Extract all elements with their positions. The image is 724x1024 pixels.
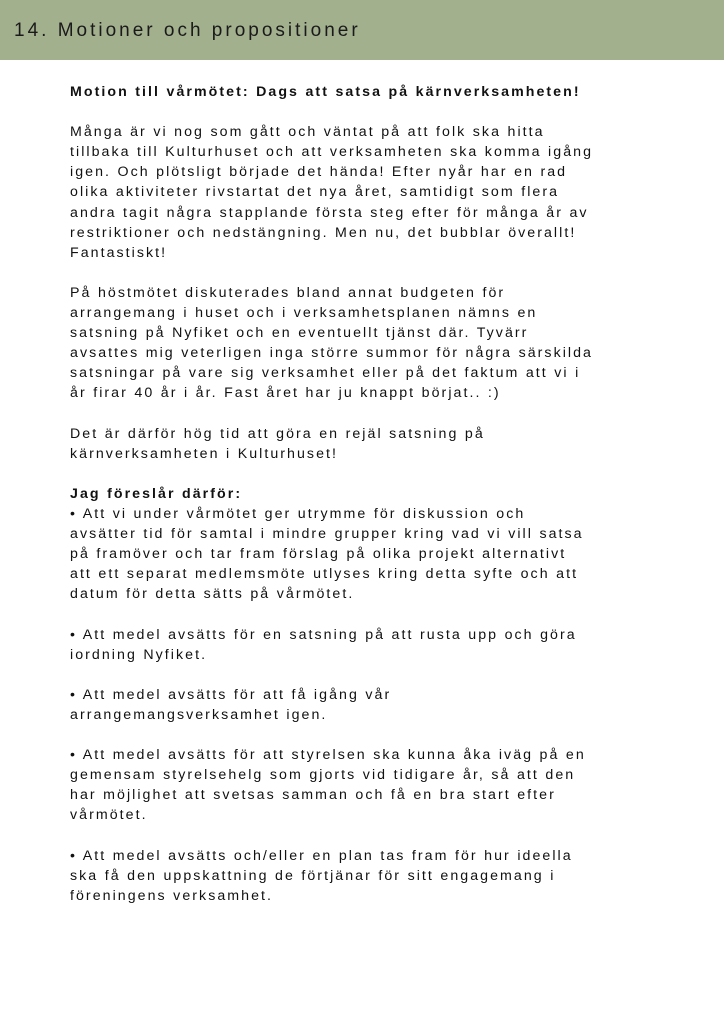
text-line: igen. Och plötsligt började det hända! Efter nyår har en rad	[70, 164, 568, 181]
paragraph-budget	[70, 283, 670, 404]
text-line: olika aktiviteter rivstartat det nya året, samtidigt som flera	[70, 184, 560, 201]
proposal-item	[70, 745, 670, 825]
proposal-item	[70, 504, 670, 604]
proposal-item	[70, 685, 670, 725]
proposal-heading: Jag föreslår därför:	[70, 485, 243, 502]
text-line: vårmötet.	[70, 807, 148, 824]
text-line: kärnverksamheten i Kulturhuset!	[70, 445, 339, 462]
text-line: • Att medel avsätts och/eller en plan tas fram för hur ideella	[70, 847, 573, 864]
header-band	[0, 0, 724, 60]
text-line: år firar 40 år i år. Fast året har ju knappt börjat.. :)	[70, 385, 501, 402]
motion-heading: Motion till vårmötet: Dags att satsa på kärnverksamheten!	[70, 84, 581, 100]
text-line: • Att medel avsätts för att styrelsen ska kunna åka iväg på en	[70, 747, 586, 764]
paragraph-conclusion	[70, 424, 670, 464]
text-line: arrangemangsverksamhet igen.	[70, 706, 328, 723]
text-line: andra tagit några stapplande första steg efter för många år av	[70, 204, 589, 221]
text-line: satsning på Nyfiket och en eventuellt tjänst där. Tyvärr	[70, 325, 529, 342]
motion-document	[70, 82, 670, 906]
text-line: ska få den uppskattning de förtjänar för sitt engagemang i	[70, 867, 556, 884]
proposal-item	[70, 846, 670, 906]
text-line: avsattes mig veterligen inga större summor för några särskilda	[70, 345, 593, 362]
text-line: Många är vi nog som gått och väntat på att folk ska hitta	[70, 124, 545, 141]
text-line: tillbaka till Kulturhuset och att verksamheten ska komma igång	[70, 144, 594, 161]
text-line: • Att medel avsätts för att få igång vår	[70, 686, 392, 703]
text-line: satsningar på vare sig verksamhet eller på det faktum att vi i	[70, 365, 581, 382]
text-line: • Att medel avsätts för en satsning på att rusta upp och göra	[70, 626, 577, 643]
text-line: datum för detta sätts på vårmötet.	[70, 586, 355, 603]
text-line: har möjlighet att svetsas samman och få en bra start efter	[70, 787, 556, 804]
text-line: På höstmötet diskuterades bland annat budgeten för	[70, 284, 506, 301]
text-line: • Att vi under vårmötet ger utrymme för diskussion och	[70, 505, 526, 522]
text-line: restriktioner och nedstängning. Men nu, det bubblar överallt!	[70, 224, 577, 241]
text-line: Det är därför hög tid att göra en rejäl satsning på	[70, 425, 485, 442]
text-line: arrangemang i huset och i verksamhetsplanen nämns en	[70, 305, 538, 322]
proposal-item	[70, 625, 670, 665]
text-line: föreningens verksamhet.	[70, 887, 274, 904]
text-line: gemensam styrelsehelg som gjorts vid tidigare år, så att den	[70, 767, 576, 784]
paragraph-intro	[70, 122, 670, 263]
text-line: Fantastiskt!	[70, 244, 168, 261]
section-title: 14. Motioner och propositioner	[14, 20, 361, 41]
text-line: avsätter tid för samtal i mindre grupper kring vad vi vill satsa	[70, 526, 584, 543]
text-line: att ett separat medlemsmöte utlyses kring detta syfte och att	[70, 566, 579, 583]
text-line: iordning Nyfiket.	[70, 646, 208, 663]
text-line: på framöver och tar fram förslag på olika projekt alternativt	[70, 546, 567, 563]
